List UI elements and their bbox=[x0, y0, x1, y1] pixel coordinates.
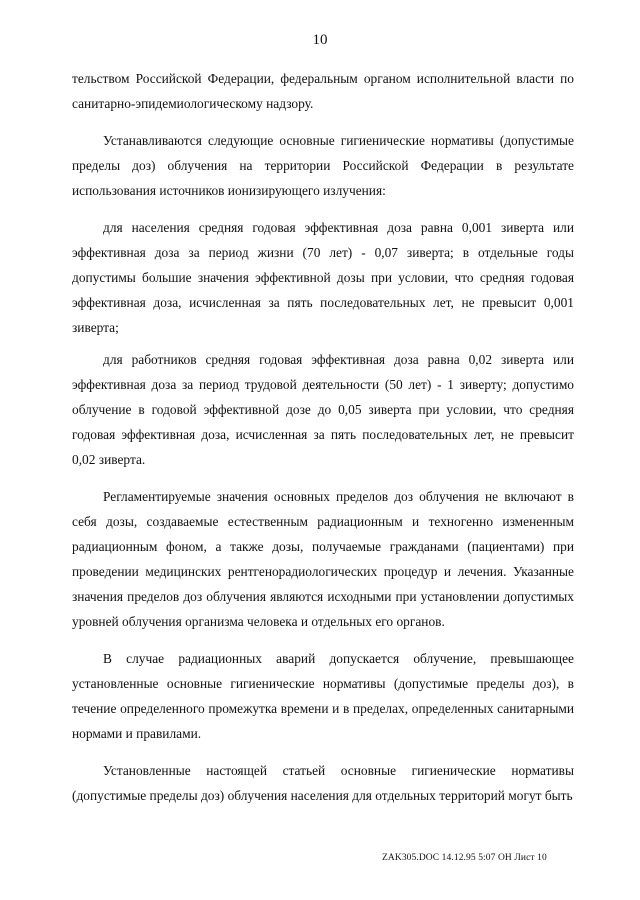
paragraph-continuation: тельством Российской Федерации, федеральным органом исполнительной власти по санитарно-эпидемиологическому надзору. bbox=[72, 71, 574, 111]
paragraph-population-limit: для населения средняя годовая эффективная доза равна 0,001 зиверта или эффективная доза за период жизни (70 лет) - 0,07 зиверта; в отдельные годы допустимы большие значения эффективной дозы при условии, что средняя годовая эффективная доза, исчисленная за пять последовательных лет, не превысит 0,001 зиверта; bbox=[72, 220, 574, 335]
paragraph-exclusions: Регламентируемые значения основных пределов доз облучения не включают в себя дозы, создаваемые естественным радиационным и техногенно измененным радиационным фоном, а также дозы, получаемые гражданами (пациентами) при проведении медицинских рентгенорадиологических процедур и лечения. Указанные значения пределов доз облучения являются исходными при установлении допустимых уровней облучения организма человека и отдельных его органов. bbox=[72, 489, 574, 629]
document-body bbox=[72, 66, 574, 820]
document-footer: ZAK305.DOC 14.12.95 5:07 ОН Лист 10 bbox=[382, 853, 547, 863]
paragraph-territories: Установленные настоящей статьей основные гигиенические нормативы (допустимые пределы доз) облучения населения для отдельных территорий могут быть bbox=[72, 763, 574, 803]
paragraph-accidents: В случае радиационных аварий допускается облучение, превышающее установленные основные гигиенические нормативы (допустимые пределы доз), в течение определенного промежутка времени и в пределах, определенных санитарными нормами и правилами. bbox=[72, 651, 574, 741]
paragraph-worker-limit: для работников средняя годовая эффективная доза равна 0,02 зиверта или эффективная доза за период трудовой деятельности (50 лет) - 1 зиверту; допустимо облучение в годовой эффективной дозе до 0,05 зиверта при условии, что средняя годовая эффективная доза, исчисленная за пять последовательных лет, не превысит 0,02 зиверта. bbox=[72, 352, 574, 467]
paragraph-norms-intro: Устанавливаются следующие основные гигиенические нормативы (допустимые пределы доз) облучения на территории Российской Федерации в результате использования источников ионизирующего излучения: bbox=[72, 133, 574, 198]
page-number: 10 bbox=[312, 32, 328, 48]
